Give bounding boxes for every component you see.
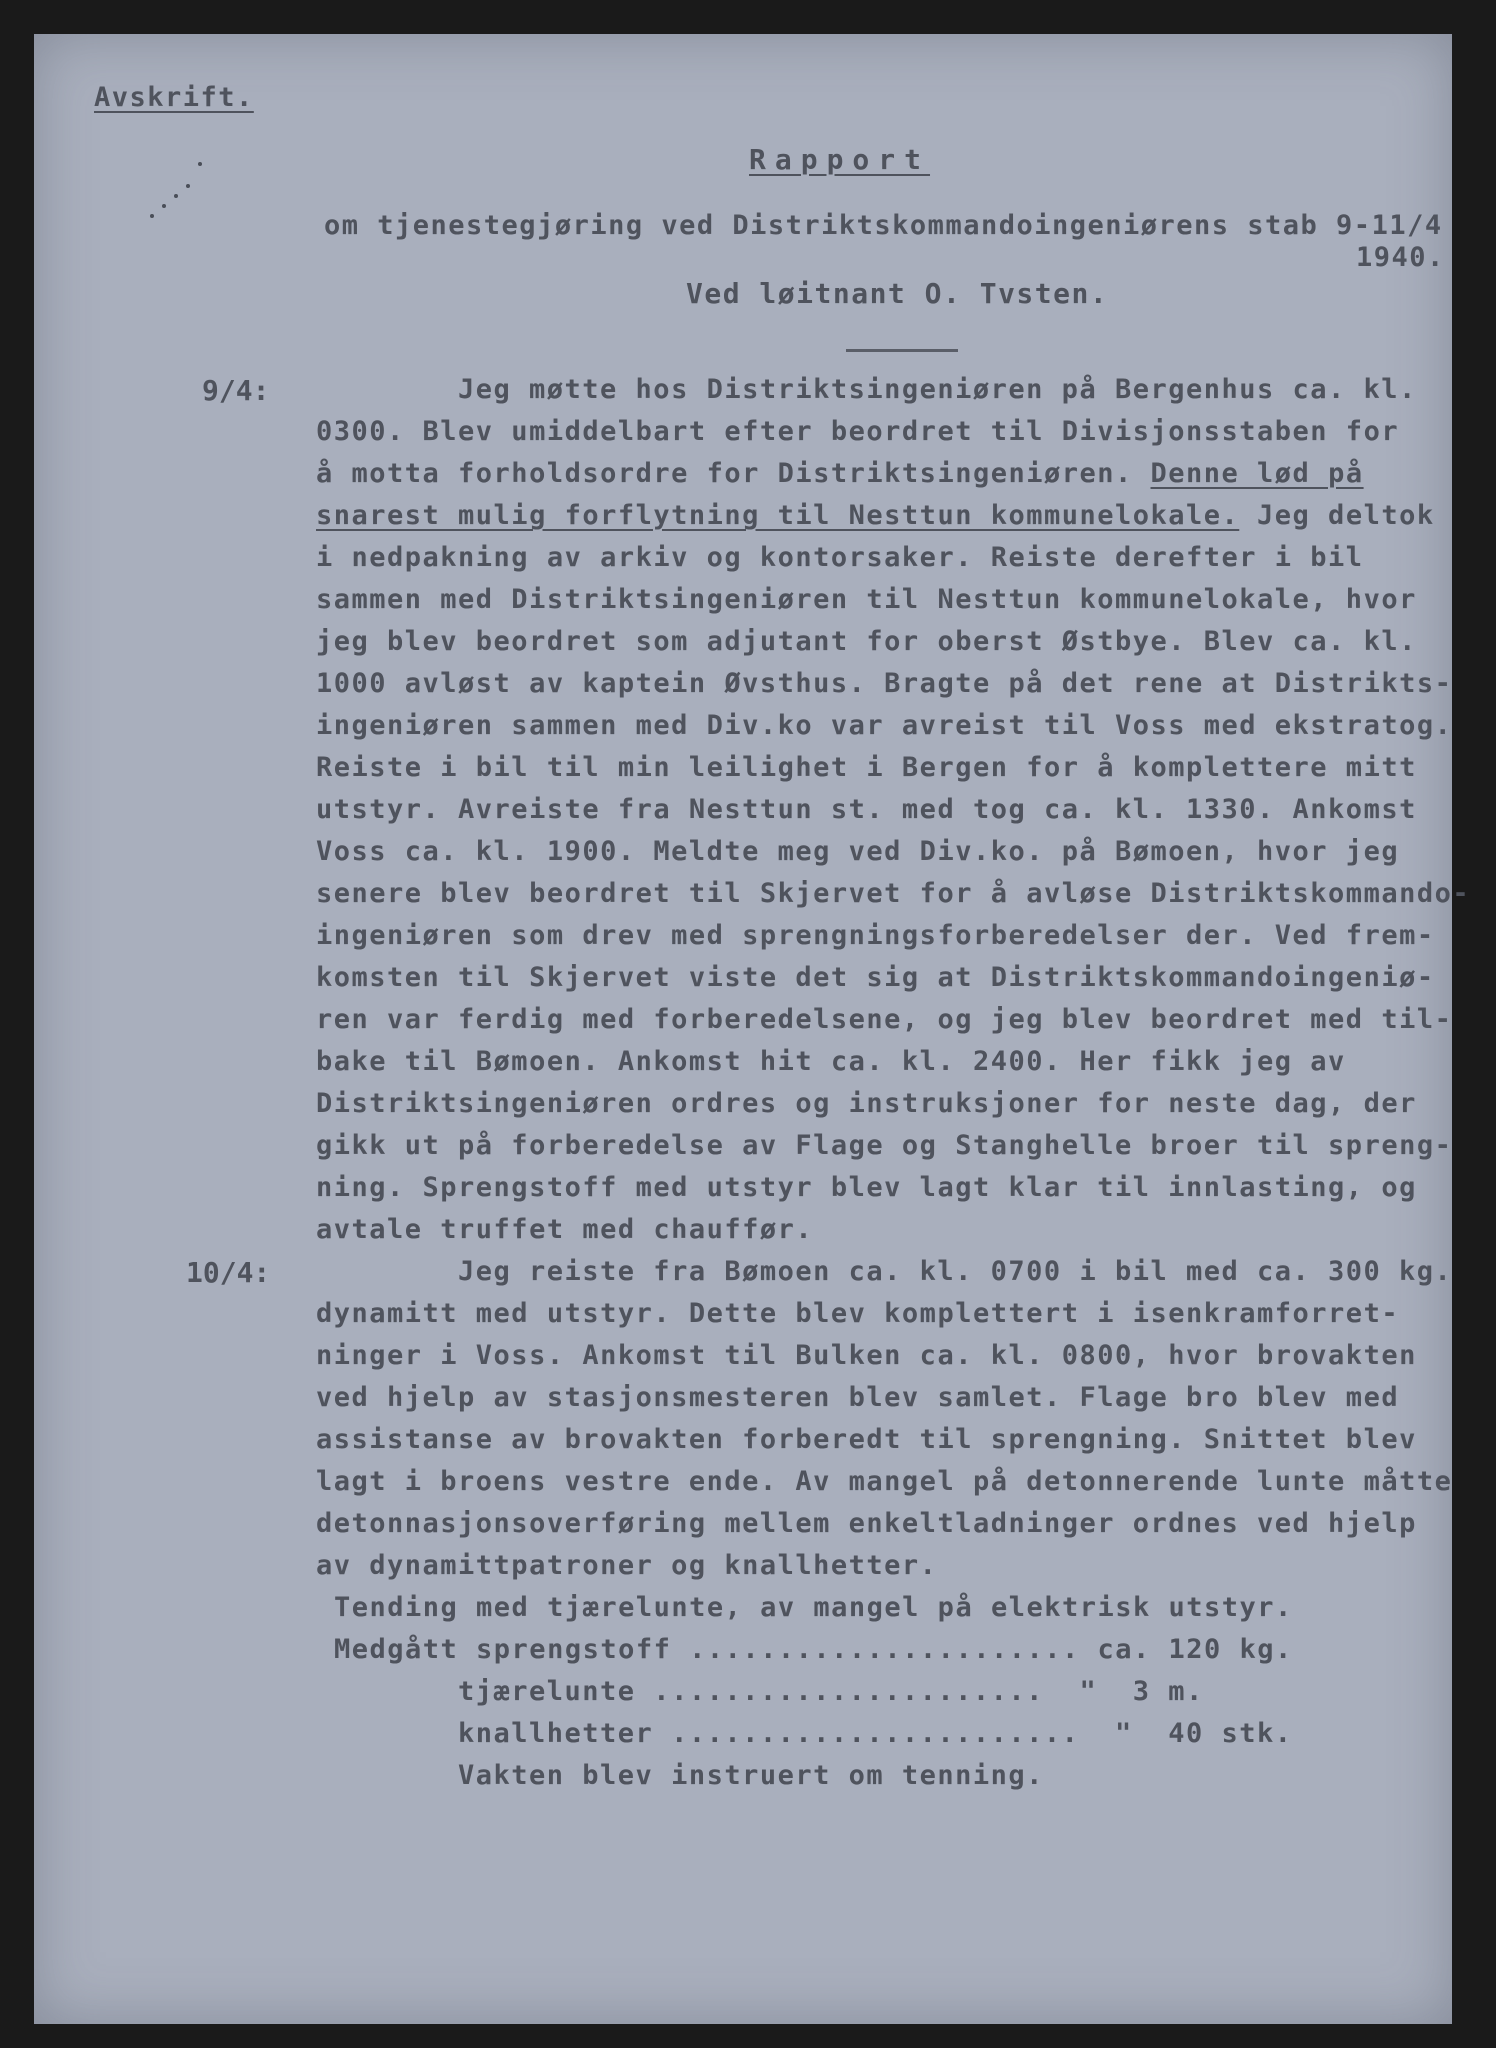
report-title: Rapport bbox=[749, 143, 931, 176]
entry-line: sammen med Distriktsingeniøren til Nesttun kommunelokale, hvor bbox=[316, 584, 1417, 615]
entry-line bbox=[316, 454, 1364, 494]
stray-mark bbox=[162, 204, 166, 208]
avskrift-label: Avskrift. bbox=[94, 82, 254, 113]
entry-line: bake til Bømoen. Ankomst hit ca. kl. 2400. Her fikk jeg av bbox=[316, 1046, 1346, 1077]
entry-line: Medgått sprengstoff ...................... ca. 120 kg. bbox=[334, 1634, 1293, 1665]
entry-line: Voss ca. kl. 1900. Meldte meg ved Div.ko. på Bømoen, hvor jeg bbox=[316, 836, 1400, 867]
entry-date: 10/4: bbox=[186, 1256, 271, 1289]
entry-line-part: Jeg deltok bbox=[1239, 500, 1435, 531]
entry-line: 0300. Blev umiddelbart efter beordret til Divisjonsstaben for bbox=[316, 416, 1400, 447]
entry-line: Tending med tjærelunte, av mangel på elektrisk utstyr. bbox=[334, 1592, 1293, 1623]
entry-line: ninger i Voss. Ankomst til Bulken ca. kl. 0800, hvor brovakten bbox=[316, 1340, 1417, 1371]
entry-line: Jeg møtte hos Distriktsingeniøren på Bergenhus ca. kl. bbox=[458, 374, 1417, 405]
stray-mark bbox=[150, 214, 154, 218]
entry-line: 1000 avløst av kaptein Øvsthus. Bragte på det rene at Distrikts- bbox=[316, 668, 1453, 699]
document-page bbox=[34, 34, 1471, 2024]
underlined-text: snarest mulig forflytning til Nesttun kommunelokale. bbox=[316, 500, 1240, 531]
entry-line: Jeg reiste fra Bømoen ca. kl. 0700 i bil med ca. 300 kg. bbox=[458, 1256, 1453, 1287]
entry-line: ved hjelp av stasjonsmesteren blev samlet. Flage bro blev med bbox=[316, 1382, 1400, 1413]
entry-line: dynamitt med utstyr. Dette blev komplettert i isenkramforret- bbox=[316, 1298, 1400, 1329]
entry-line: ren var ferdig med forberedelsene, og jeg blev beordret med til- bbox=[316, 1004, 1453, 1035]
entry-line: Vakten blev instruert om tenning. bbox=[458, 1760, 1044, 1791]
entry-line: Distriktsingeniøren ordres og instruksjoner for neste dag, der bbox=[316, 1088, 1417, 1119]
title-divider bbox=[846, 349, 958, 352]
report-subtitle: om tjenestegjøring ved Distriktskommandoingeniørens stab 9-11/4 bbox=[324, 210, 1443, 241]
entry-line: komsten til Skjervet viste det sig at Distriktskommandoingeniø- bbox=[316, 962, 1435, 993]
entry-line: ning. Sprengstoff med utstyr blev lagt klar til innlasting, og bbox=[316, 1172, 1417, 1203]
entry-line: av dynamittpatroner og knallhetter. bbox=[316, 1550, 938, 1581]
report-author: Ved løitnant O. Tvsten. bbox=[686, 277, 1109, 310]
stray-mark bbox=[198, 162, 202, 166]
entry-line: Reiste i bil til min leilighet i Bergen for å komplettere mitt bbox=[316, 752, 1417, 783]
entry-line: avtale truffet med chauffør. bbox=[316, 1214, 814, 1245]
entry-line: senere blev beordret til Skjervet for å avløse Distriktskommando- bbox=[316, 878, 1471, 909]
entry-line-part: å motta forholdsordre for Distriktsingeniøren. bbox=[316, 458, 1151, 489]
entry-line: gikk ut på forberedelse av Flage og Stanghelle broer til spreng- bbox=[316, 1130, 1453, 1161]
entry-line: tjærelunte ...................... " 3 m. bbox=[458, 1676, 1204, 1707]
entry-line bbox=[316, 496, 1435, 536]
stray-mark bbox=[174, 194, 178, 198]
entry-date: 9/4: bbox=[202, 374, 270, 407]
entry-line: assistanse av brovakten forberedt til sprengning. Snittet blev bbox=[316, 1424, 1417, 1455]
entry-line: ingeniøren sammen med Div.ko var avreist til Voss med ekstratog. bbox=[316, 710, 1453, 741]
entry-line: knallhetter ....................... " 40 stk. bbox=[458, 1718, 1293, 1749]
entry-line: lagt i broens vestre ende. Av mangel på detonnerende lunte måtte bbox=[316, 1466, 1453, 1497]
report-year: 1940. bbox=[1356, 242, 1445, 273]
entry-line: i nedpakning av arkiv og kontorsaker. Reiste derefter i bil bbox=[316, 542, 1364, 573]
underlined-text: Denne lød på bbox=[1150, 458, 1364, 489]
stray-mark bbox=[186, 184, 190, 188]
entry-line: jeg blev beordret som adjutant for oberst Østbye. Blev ca. kl. bbox=[316, 626, 1417, 657]
entry-line: utstyr. Avreiste fra Nesttun st. med tog ca. kl. 1330. Ankomst bbox=[316, 794, 1417, 825]
entry-line: detonnasjonsoverføring mellem enkeltladninger ordnes ved hjelp bbox=[316, 1508, 1417, 1539]
entry-line: ingeniøren som drev med sprengningsforberedelser der. Ved frem- bbox=[316, 920, 1435, 951]
